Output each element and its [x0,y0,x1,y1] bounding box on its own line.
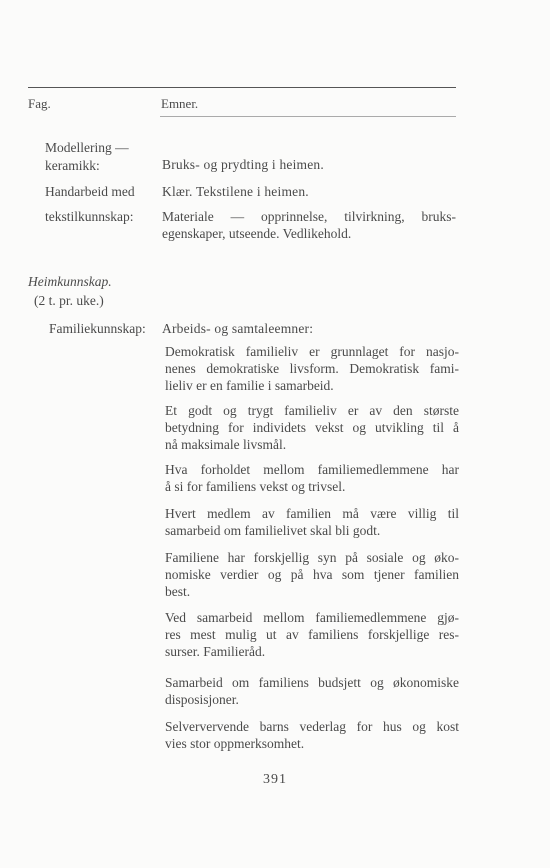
text-line: surser. Familieråd. [165,644,266,659]
subject-intro: Arbeids- og samtaleemner: [162,321,314,336]
text-line: betydning for individets vekst og utvikling til å [165,420,459,435]
text-line: Samarbeid om familiens budsjett og økonomiske [165,675,459,690]
paragraph-8 [165,718,459,752]
label-handarbeid-line1: Handarbeid med [45,184,135,199]
text-line: Hvert medlem av familien må være villig til [165,506,459,521]
text-modellering: Bruks- og prydting i heimen. [162,157,324,172]
label-handarbeid-line2: tekstilkunnskap: [45,209,134,224]
text-line: Ved samarbeid mellom familiemedlemmene gjø- [165,610,459,625]
text-handarbeid-2 [162,208,456,242]
page-number: 391 [263,772,287,787]
text-line: Et godt og trygt familieliv er av den største [165,403,459,418]
text-line: nomiske verdier og på hva som tjener familien [165,567,459,582]
text-line: Demokratisk familieliv er grunnlaget for nasjo- [165,344,459,359]
paragraph-5 [165,549,459,600]
text-line: res mest mulig ut av familiens forskjellige res- [165,627,459,642]
column-header-fag: Fag. [28,96,51,111]
text-line: egenskaper, utseende. Vedlikehold. [162,226,352,241]
text-line: nå maksimale livsmål. [165,437,287,452]
header-rule [160,116,456,117]
text-line: å si for familiens vekst og trivsel. [165,479,346,494]
paragraph-2 [165,402,459,453]
text-line: vies stor oppmerksomhet. [165,736,305,751]
section-hours: (2 t. pr. uke.) [34,293,104,308]
text-line: lieliv er en familie i samarbeid. [165,378,334,393]
paragraph-4 [165,505,459,539]
paragraph-3 [165,461,459,495]
paragraph-7 [165,674,459,708]
text-line: disposisjoner. [165,692,239,707]
text-line: Hva forholdet mellom familiemedlemmene har [165,462,459,477]
text-line: nenes demokratiske livsform. Demokratisk fami- [165,361,459,376]
paragraph-1 [165,343,459,394]
text-line: samarbeid om familielivet skal bli godt. [165,523,381,538]
top-rule [28,87,456,88]
section-title: Heimkunnskap. [28,274,112,289]
text-line: best. [165,584,191,599]
label-familiekunnskap: Familiekunnskap: [49,321,146,336]
label-modellering-line1: Modellering — [45,140,129,155]
column-header-emner: Emner. [161,96,199,111]
text-line: Selververvende barns vederlag for hus og kost [165,719,459,734]
text-line: Materiale — opprinnelse, tilvirkning, bruks- [162,209,456,224]
label-modellering-line2: keramikk: [45,158,100,173]
paragraph-6 [165,609,459,660]
text-handarbeid-1: Klær. Tekstilene i heimen. [162,184,309,199]
text-line: Familiene har forskjellig syn på sosiale og øko- [165,550,459,565]
